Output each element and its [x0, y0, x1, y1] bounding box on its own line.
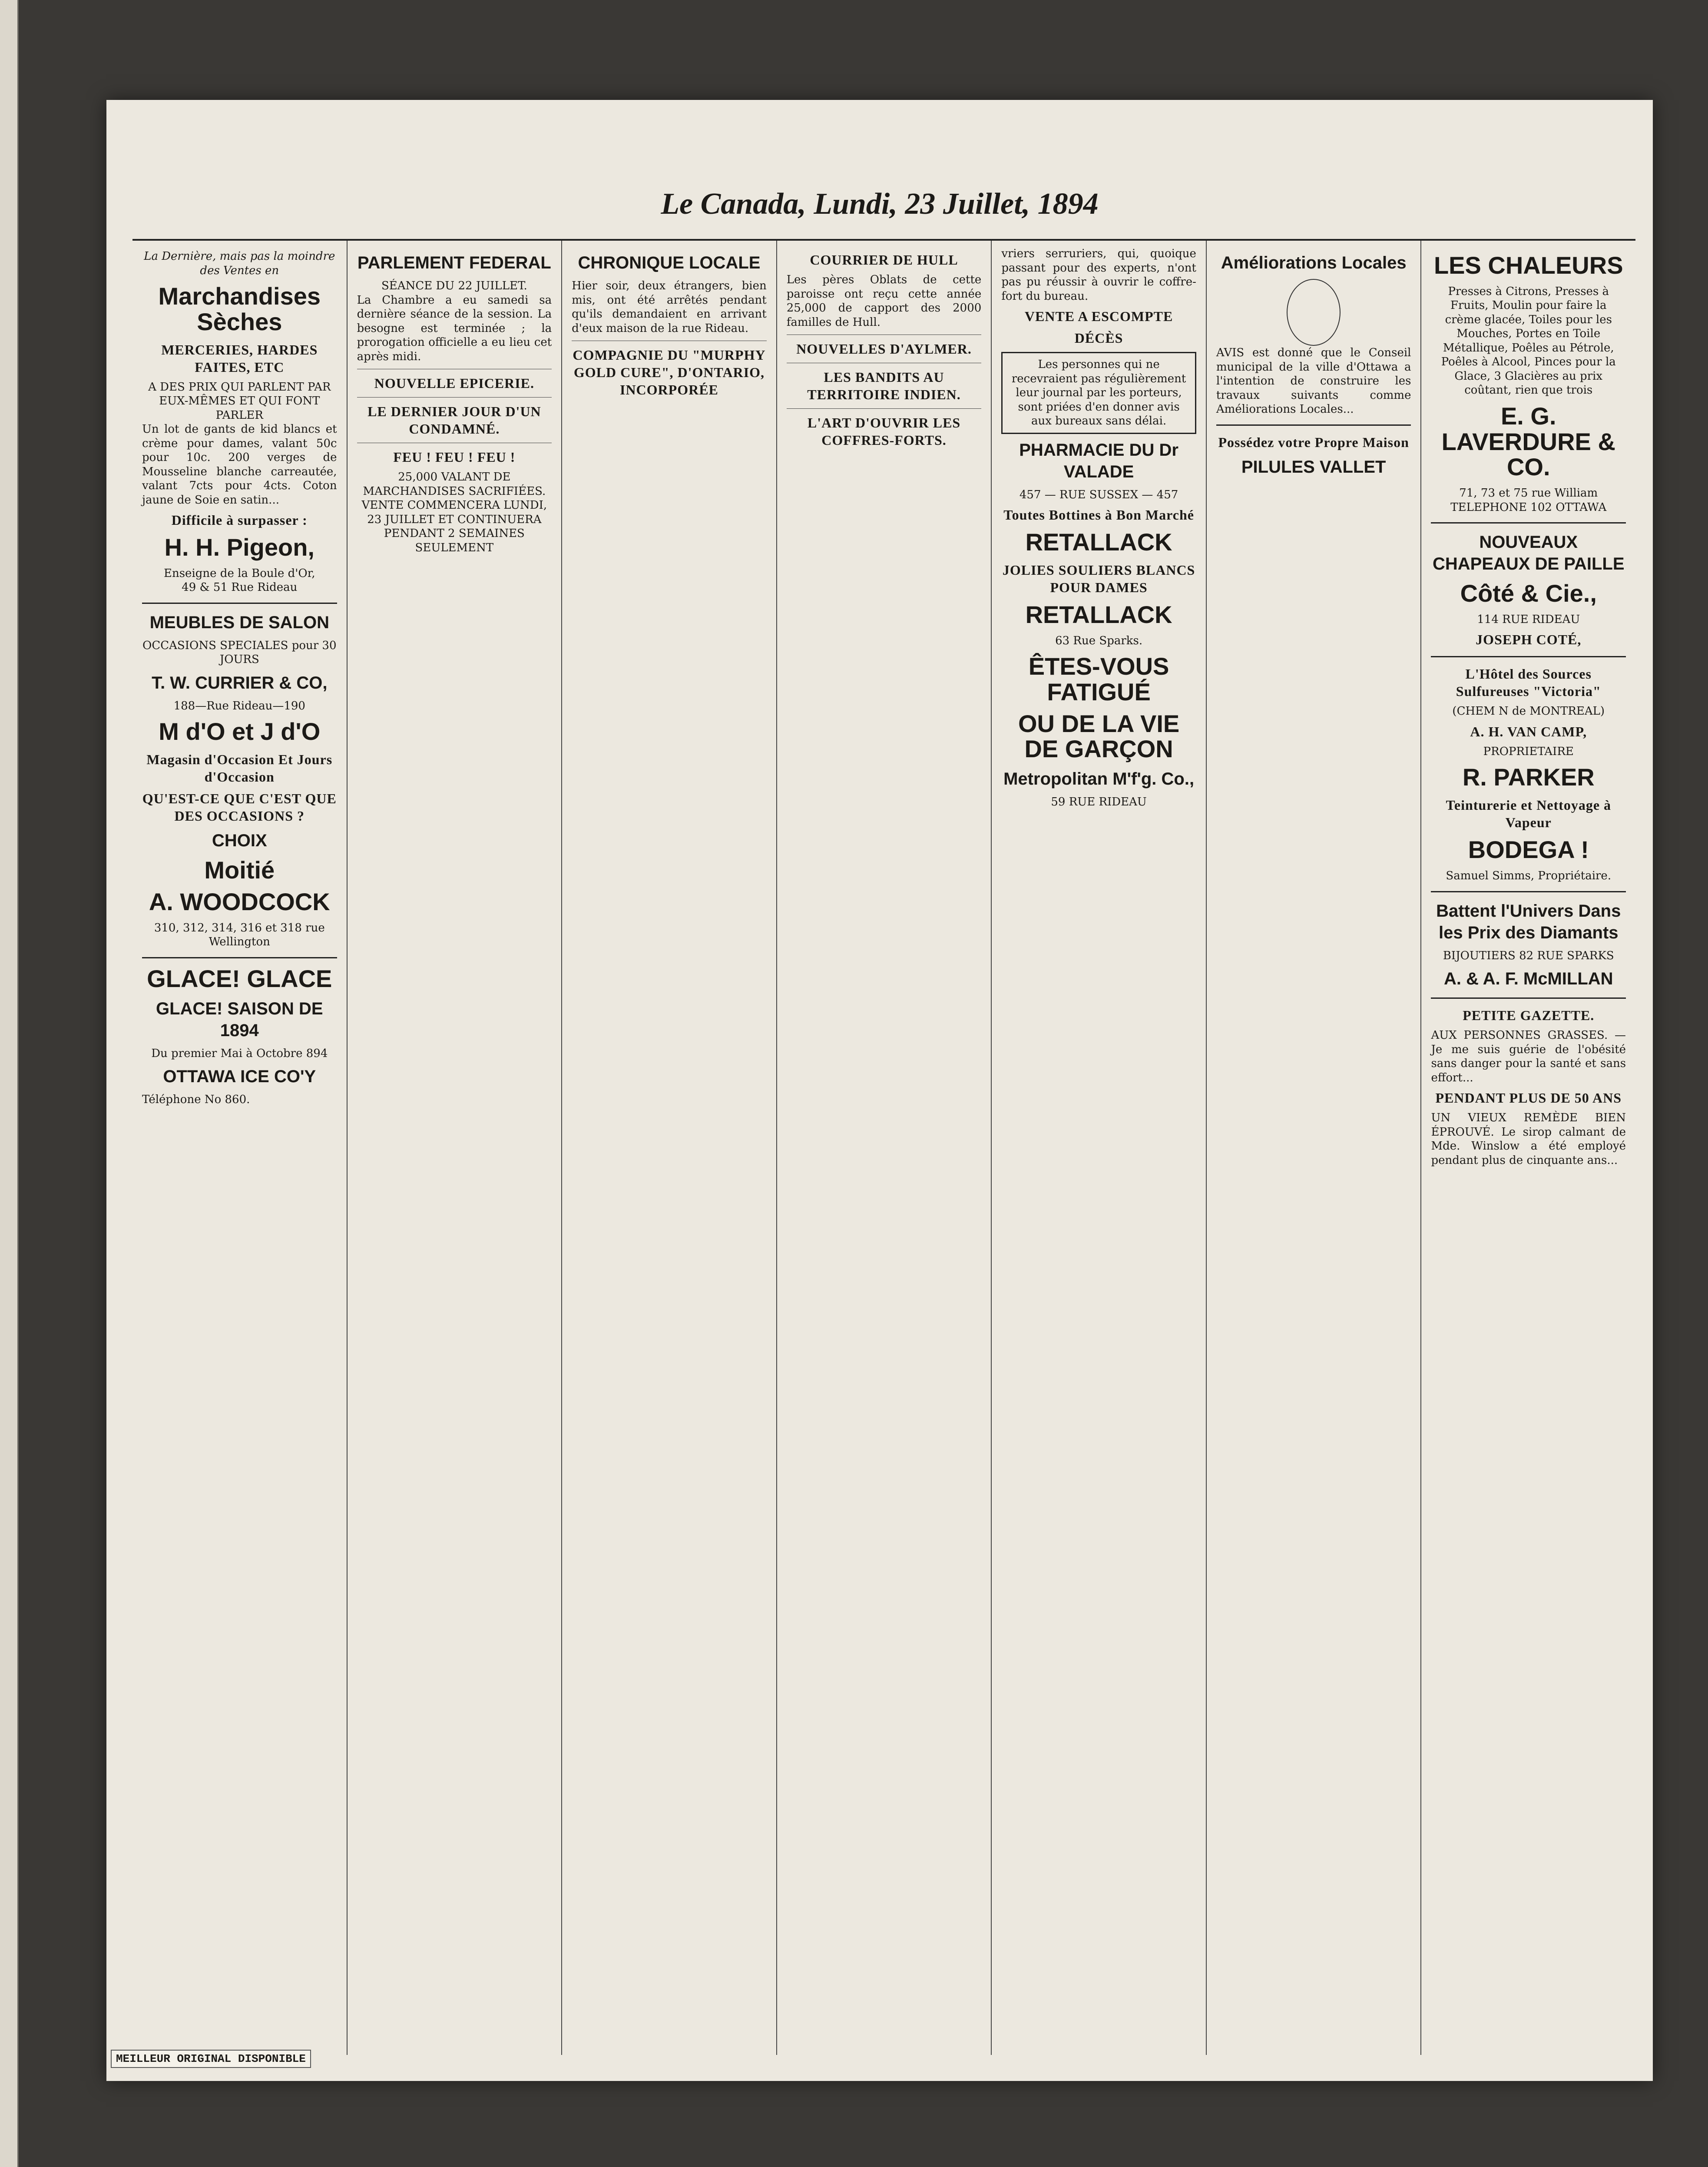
ad-title: Marchandises Sèches: [158, 282, 321, 335]
deces-heading: DÉCÈS: [1074, 330, 1123, 346]
column-4: [777, 241, 992, 2055]
pigeon-sub: Enseigne de la Boule d'Or,: [163, 567, 315, 580]
chaleurs-items: Presses à Citrons, Presses à Fruits, Moulin pour faire la crème glacée, Toiles pour les Mouches, Portes en Toile Métallique, Poêles au Pétrole, Poêles à Alcool, Pinces pour la Glace, 3 Glacières au prix coûtant, rien que trois: [1441, 285, 1616, 397]
paille-title: NOUVEAUX CHAPEAUX DE PAILLE: [1432, 533, 1625, 574]
vancamp-name: A. H. VAN CAMP,: [1470, 723, 1587, 739]
cote-addr: 114 RUE RIDEAU: [1477, 613, 1580, 626]
currier-name: T. W. CURRIER & CO,: [152, 673, 328, 693]
bijoutiers-line: BIJOUTIERS 82 RUE SPARKS: [1443, 949, 1614, 962]
pigeon-addr: 49 & 51 Rue Rideau: [182, 581, 298, 594]
glace-dates: Du premier Mai à Octobre 894: [151, 1047, 328, 1060]
souliers-title: JOLIES SOULIERS BLANCS POUR DAMES: [1002, 562, 1195, 595]
chaleurs-title: LES CHALEURS: [1433, 252, 1623, 279]
cote-name: Côté & Cie.,: [1460, 580, 1597, 607]
glace-sub: GLACE! SAISON DE 1894: [156, 999, 323, 1040]
newspaper-page: [106, 100, 1653, 2081]
glace-title: GLACE! GLACE: [147, 964, 332, 992]
parker-name: R. PARKER: [1462, 763, 1595, 791]
dernier-jour-heading: LE DERNIER JOUR D'UN CONDAMNÉ.: [367, 404, 541, 437]
woodcock-addr: 310, 312, 314, 316 et 318 rue Wellington: [154, 921, 325, 949]
pigeon-name: H. H. Pigeon,: [164, 533, 314, 561]
ottawa-ice-title: OTTAWA ICE CO'Y: [163, 1067, 316, 1087]
columns: [132, 239, 1635, 2055]
ameliorations-body: AVIS est donné que le Conseil municipal de la ville d'Ottawa a l'intention de construire les travaux suivants comme Améliorations Locales...: [1216, 346, 1411, 416]
parlement-body: La Chambre a eu samedi sa dernière séance de la session. La besogne est terminée ; la prorogation officielle a eu lieu cet après midi.: [357, 293, 552, 363]
murphy-heading: COMPAGNIE DU "MURPHY GOLD CURE", D'ONTARIO, INCORPORÉE: [573, 347, 766, 398]
ad-sub: MERCERIES, HARDES FAITES, ETC: [161, 341, 318, 375]
laverdure-tel: TELEPHONE 102 OTTAWA: [1450, 500, 1607, 514]
column-6: [1207, 241, 1422, 2055]
meubles-sub: OCCASIONS SPECIALES pour 30 JOURS: [142, 639, 337, 666]
valade-title: PHARMACIE DU Dr VALADE: [1019, 440, 1178, 481]
coffres-heading: L'ART D'OUVRIR LES COFFRES-FORTS.: [807, 415, 961, 448]
laverdure-addr: 71, 73 et 75 rue William: [1459, 487, 1598, 500]
garcon-title: OU DE LA VIE DE GARÇON: [1018, 709, 1180, 763]
bandits-heading: LES BANDITS AU TERRITOIRE INDIEN.: [807, 369, 961, 402]
divider: [142, 603, 337, 604]
coat-of-arms-icon: [1287, 279, 1341, 346]
ad-body: Un lot de gants de kid blancs et crème pour dames, valant 50c pour 10c. 200 verges de Mousseline blanche carreautée, valant 7cts pour 4cts. Coton jaune de Soie en satin...: [142, 423, 337, 507]
column-2: [348, 241, 563, 2055]
feu-sub: 25,000 VALANT DE MARCHANDISES SACRIFIÉES. VENTE COMMENCERA LUNDI, 23 JUILLET ET CONTINUERA PENDANT 2 SEMAINES SEULEMENT: [361, 471, 547, 554]
joseph-name: JOSEPH COTÉ,: [1476, 632, 1582, 648]
column-7: [1421, 241, 1635, 2055]
sirop-body: UN VIEUX REMÈDE BIEN ÉPROUVÉ. Le sirop calmant de Mde. Winslow a été employé pendant plus de cinquante ans...: [1431, 1111, 1626, 1167]
sources-sub: (CHEM N de MONTREAL): [1452, 705, 1605, 718]
metro-addr: 59 RUE RIDEAU: [1051, 795, 1147, 809]
archive-stamp: MEILLEUR ORIGINAL DISPONIBLE: [111, 2050, 311, 2068]
divider: [1431, 522, 1626, 524]
mdo-sub: Magasin d'Occasion Et Jours d'Occasion: [146, 752, 333, 785]
metro-title: Metropolitan M'f'g. Co.,: [1003, 769, 1195, 789]
laverdure-name: E. G. LAVERDURE & CO.: [1441, 402, 1615, 481]
chronique-title: CHRONIQUE LOCALE: [578, 253, 761, 272]
column-1: [132, 241, 348, 2055]
possedez-heading: Possédez votre Propre Maison: [1218, 434, 1409, 450]
mcmillan-name: A. & A. F. McMILLAN: [1443, 969, 1613, 989]
feu-heading: FEU ! FEU ! FEU !: [393, 449, 516, 465]
ad-sub2: A DES PRIX QUI PARLENT PAR EUX-MÊMES ET QUI FONT PARLER: [148, 380, 331, 422]
fatigue-title: ÊTES-VOUS FATIGUÉ: [1028, 653, 1169, 706]
chronique-body: Hier soir, deux étrangers, bien mis, ont été arrêtés pendant qu'ils demandaient en arrivant d'eux maison de la rue Rideau.: [572, 279, 767, 335]
divider: [142, 957, 337, 958]
woodcock-name: A. WOODCOCK: [149, 888, 330, 915]
divider: [1431, 997, 1626, 999]
sirop-heading: PENDANT PLUS DE 50 ANS: [1435, 1090, 1622, 1106]
mdo-title: M d'O et J d'O: [159, 718, 321, 746]
parlement-title: PARLEMENT FEDERAL: [357, 253, 551, 272]
ottawa-ice-sub: Téléphone No 860.: [142, 1093, 250, 1107]
battent-title: Battent l'Univers Dans les Prix des Diamants: [1436, 901, 1621, 942]
gazette-title: PETITE GAZETTE.: [1463, 1007, 1595, 1024]
subscriber-notice: Les personnes qui ne recevraient pas régulièrement leur journal par les porteurs, sont priées d'en donner avis aux bureaux sans délai.: [1001, 352, 1196, 434]
ad-kicker: La Dernière, mais pas la moindre des Ventes en: [144, 250, 335, 277]
column-5: [992, 241, 1207, 2055]
column-3: [562, 241, 777, 2055]
choix-title: CHOIX: [212, 831, 267, 851]
ameliorations-title: Améliorations Locales: [1221, 253, 1407, 272]
divider: [1431, 891, 1626, 892]
page-masthead: Le Canada, Lundi, 23 Juillet, 1894: [661, 187, 1099, 221]
adjacent-page-edge: [0, 0, 19, 2167]
simms-name: Samuel Simms, Propriétaire.: [1446, 869, 1612, 883]
bodega-title: BODEGA !: [1468, 836, 1589, 864]
moitie-title: Moitié: [204, 856, 275, 884]
aylmer-heading: NOUVELLES D'AYLMER.: [796, 341, 972, 357]
courrier-title: COURRIER DE HULL: [810, 252, 958, 268]
epicerie-heading: NOUVELLE EPICERIE.: [374, 375, 535, 391]
retallack-title-2: RETALLACK: [1025, 600, 1172, 628]
retallack-title: RETALLACK: [1025, 528, 1172, 556]
heading-surpasser: Difficile à surpasser :: [171, 512, 308, 528]
currier-addr: 188—Rue Rideau—190: [173, 699, 305, 712]
vancamp-sub: PROPRIETAIRE: [1483, 745, 1574, 758]
quest-title: QU'EST-CE QUE C'EST QUE DES OCCASIONS ?: [142, 791, 337, 824]
divider: [787, 408, 982, 409]
bottines-title: Toutes Bottines à Bon Marché: [1003, 507, 1194, 523]
divider: [1431, 656, 1626, 657]
col5-body: vriers serruriers, qui, quoique passant pour des experts, n'ont pas pu réussir à ouvrir le coffre-fort du bureau.: [1001, 247, 1196, 303]
valade-addr: 457 — RUE SUSSEX — 457: [1019, 488, 1178, 501]
vente-heading: VENTE A ESCOMPTE: [1024, 308, 1173, 324]
gazette-body: AUX PERSONNES GRASSES. — Je me suis guérie de l'obésité sans danger pour la santé et sans effort...: [1431, 1029, 1626, 1084]
divider: [1216, 424, 1411, 426]
divider: [357, 397, 552, 398]
parlement-sub: SÉANCE DU 22 JUILLET.: [381, 279, 527, 292]
parker-sub: Teinturerie et Nettoyage à Vapeur: [1446, 797, 1612, 831]
courrier-body: Les pères Oblats de cette paroisse ont reçu cette année 25,000 de capport des 2000 familles de Hull.: [786, 273, 982, 329]
meubles-title: MEUBLES DE SALON: [149, 613, 329, 632]
sources-title: L'Hôtel des Sources Sulfureuses "Victoria": [1456, 666, 1601, 699]
retallack-addr: 63 Rue Sparks.: [1055, 634, 1143, 647]
pilules-title: PILULES VALLET: [1241, 457, 1386, 477]
